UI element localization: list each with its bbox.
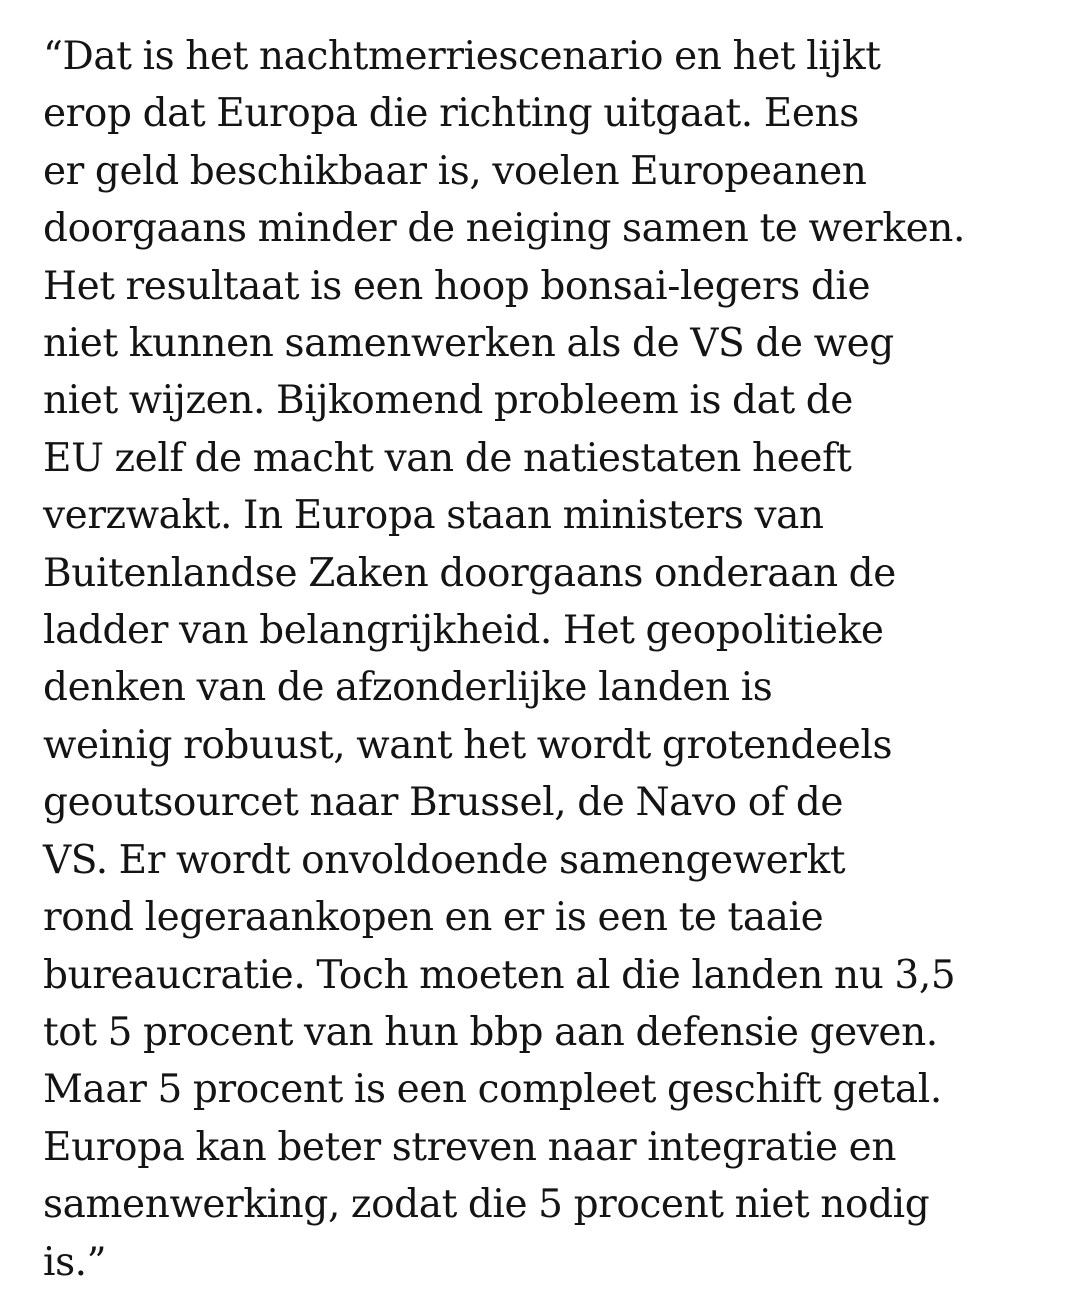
quote-line: weinig robuust, want het wordt grotendeels [43,722,893,768]
quote-line: Maar 5 procent is een compleet geschift getal. [43,1067,942,1113]
quote-line: denken van de afzonderlijke landen is [43,665,773,711]
quote-line: Europa kan beter streven naar integratie en [43,1124,897,1170]
quote-line: tot 5 procent van hun bbp aan defensie geven. [43,1009,938,1055]
quote-line: EU zelf de macht van de natiestaten heeft [43,435,852,481]
quote-line: Buitenlandse Zaken doorgaans onderaan de [43,550,896,596]
quote-line: niet wijzen. Bijkomend probleem is dat de [43,378,853,424]
quote-paragraph [43,28,1073,1291]
quote-line: erop dat Europa die richting uitgaat. Eens [43,91,859,137]
quote-line: er geld beschikbaar is, voelen Europeanen [43,148,867,194]
quote-line: is.” [43,1239,107,1285]
quote-line: doorgaans minder de neiging samen te werken. [43,206,965,252]
quote-line: VS. Er wordt onvoldoende samengewerkt [43,837,846,883]
quote-line: Het resultaat is een hoop bonsai-legers die [43,263,871,309]
quote-line: geoutsourcet naar Brussel, de Navo of de [43,780,844,826]
quote-line: bureaucratie. Toch moeten al die landen nu 3,5 [43,952,956,998]
quote-line: verzwakt. In Europa staan ministers van [43,493,824,539]
quote-line: samenwerking, zodat die 5 procent niet nodig [43,1182,930,1228]
quote-line: “Dat is het nachtmerriescenario en het lijkt [43,34,881,79]
quote-line: rond legeraankopen en er is een te taaie [43,895,824,941]
quote-line: ladder van belangrijkheid. Het geopolitieke [43,608,884,654]
quote-line: niet kunnen samenwerken als de VS de weg [43,321,894,367]
